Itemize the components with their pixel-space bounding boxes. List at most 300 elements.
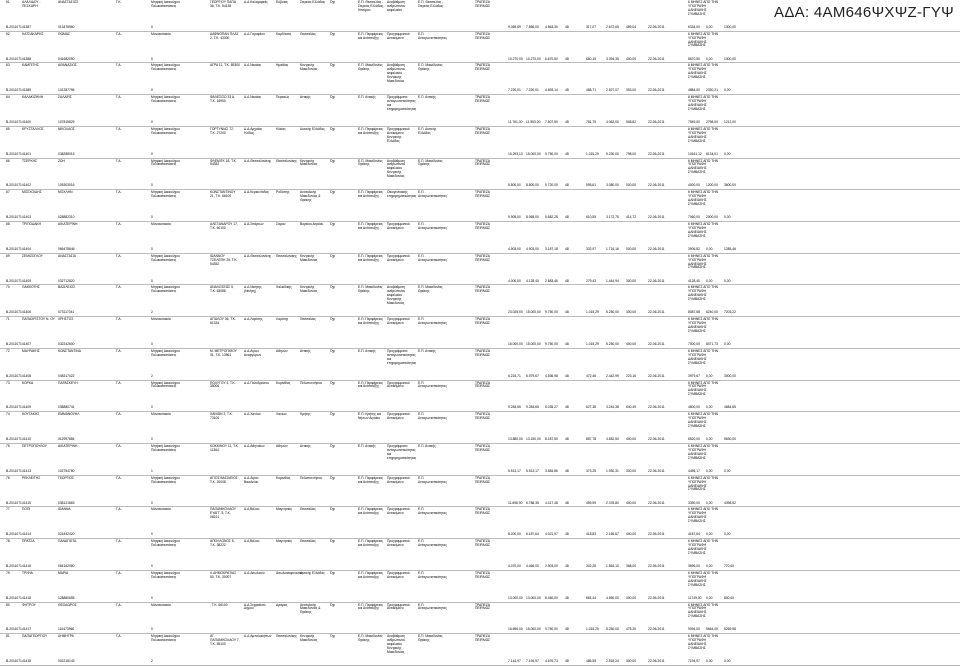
cell-last: ΚΟΥΤΑΚΗΣ — [22, 412, 40, 417]
cell-n2: 13.150,00 — [526, 437, 541, 442]
cell-code: Β-201107141414 — [6, 532, 32, 537]
cell-s2: 0,00 — [706, 563, 713, 568]
cell-n2: 15.000,00 — [526, 627, 541, 632]
cell-y3: 223,16 — [626, 373, 637, 378]
cell-addr: ΑΓΙΑΛΟΥ 36, Τ.Κ. 61334 — [210, 317, 236, 326]
cell-nomos: Δυτικής Ελλάδας — [300, 570, 325, 575]
cell-date: 22-06-2011 — [648, 341, 665, 346]
cell-first: ΕΜΜΑΝΟΥΗΛ — [58, 412, 80, 417]
cell-last: ΤΣΕΡΚΗΣ — [22, 158, 38, 163]
cell-yes: Όχι — [330, 348, 336, 353]
cell-addr: ΓΕΩΡΓΙΟΥ ΠΑΠΑ 36, Τ.Κ. 54135 — [210, 0, 236, 8]
cell-y1: 857,78 — [586, 437, 597, 442]
cell-n3: 4.863,30 — [545, 24, 558, 29]
cell-yes: Όχι — [330, 634, 336, 639]
cell-dur: 6 ΜΗΝΕΣ ΑΠΟ ΤΗΝ ΥΠΟΓΡΑΦΗ ΔΑΝΕΙΑΚΗΣ ΣΥΜΒΑΣΗΣ — [688, 31, 719, 48]
cell-addr: ΑΝΑΛΟΣΕΩΣ 5, Τ.Κ. 63088 — [210, 285, 234, 294]
cell-org: Ε.Π. Ανταγωνιστικότητας — [418, 380, 447, 389]
cell-y2: 2.165,67 — [606, 532, 619, 537]
cell-date: 22-06-2011 — [648, 437, 665, 442]
cell-s2: 2000,00 — [706, 215, 718, 220]
cell-n2: 8.800,00 — [526, 183, 539, 188]
cell-s2: 0,00 — [706, 595, 713, 600]
cell-last: ΜΑΥΡΑΚΗΣ — [22, 348, 40, 353]
cell-s3: 0,00 — [724, 215, 731, 220]
cell-addr: ΑΓΙΟΣ ΒΑΣΙΛΕΙΟΣ , Τ.Κ. 20008 — [210, 475, 240, 484]
cell-dd: Δ.Δ.Βόλου — [244, 539, 260, 544]
cell-ep: Ε.Π. Περιφέρειας και Ανάπτυξης — [358, 475, 383, 484]
cell-n2: 6.187,64 — [526, 532, 539, 537]
cell-first: ΝΙΚΟΛΑΟΣ — [58, 126, 75, 131]
cell-dd: Δ.Δ.Αιτωλικού — [244, 570, 265, 575]
cell-bank: ΤΡΑΠΕΖΑ ΠΕΙΡΑΙΩΣ — [475, 126, 491, 135]
cell-dd: Δ.Δ.Νικαίας — [244, 63, 262, 68]
cell-kids: 0 — [151, 278, 153, 283]
cell-bank: ΤΡΑΠΕΖΑ ΠΕΙΡΑΙΩΣ — [475, 602, 491, 611]
cell-s1: 7549,00 — [688, 119, 700, 124]
cell-status: Μονοκατοικία — [151, 507, 171, 512]
cell-status: Μητρική Δικαιούχου Πολυκαταστάσεις — [151, 63, 180, 72]
cell-y1: 373,25 — [586, 468, 597, 473]
cell-nomos: Κεντρικής Μακεδονίας — [300, 634, 318, 643]
cell-n3: 3.187,18 — [545, 246, 558, 251]
cell-dd: Δ.Δ.Λαρίσης — [244, 317, 263, 322]
cell-kids: 0 — [151, 500, 153, 505]
cell-yes: Όχι — [330, 285, 336, 290]
cell-dhm: Ηλείας — [276, 126, 286, 131]
cell-status: Μητρική Δικαιούχου Πολυκαταστάσεις — [151, 95, 180, 104]
cell-n2: 8.065,00 — [526, 215, 539, 220]
cell-n2: 7.220,01 — [526, 88, 539, 93]
cell-status: Μονοκατοικία — [151, 317, 171, 322]
cell-age: 48 — [565, 373, 569, 378]
cell-n1: 13.000,00 — [508, 595, 523, 600]
cell-yes: Όχι — [330, 380, 336, 385]
cell-status: Μητρική Δικαιούχου Πολυκαταστάσεις — [151, 348, 180, 357]
cell-code: Β-201107141387 — [6, 24, 32, 29]
cell-n1: 4.070,00 — [508, 563, 521, 568]
cell-afm: 041682050 — [58, 56, 75, 61]
cell-status: Μητρική Δικαιούχου Πολυκαταστάσεις — [151, 158, 180, 167]
cell-addr: ΠΑΠΑΝΙΚΟΛΑΟΥ ΕΥΑΓΓ. 5, Τ.Κ. 08221 — [210, 507, 236, 520]
cell-yes: Όχι — [330, 222, 336, 226]
cell-afm: 064162080 — [58, 563, 75, 568]
cell-first: ΠΑΝΑΓΙΩΤΑ — [58, 539, 77, 544]
cell-y2: 1.444,94 — [606, 278, 619, 283]
cell-status: Μητρική Δικαιούχου Πολυκαταστάσεις — [151, 444, 180, 452]
cell-y1: 472,46 — [586, 373, 597, 378]
cell-ep: Ε.Π. Περιφέρειας και Ανάπτυξης — [358, 31, 383, 40]
cell-first: ΜΟΧΛΗΝ — [58, 190, 73, 195]
cell-status: Μητρική Δικαιούχου Πολυκαταστάσεις — [151, 0, 180, 8]
cell-dhm: Σάμου — [276, 222, 286, 226]
cell-nomos: Αττικής — [300, 444, 311, 448]
cell-age: 48 — [565, 405, 569, 410]
cell-kids: 0 — [151, 88, 153, 93]
cell-date: 22-06-2011 — [648, 373, 665, 378]
cell-n2: 10.270,00 — [526, 56, 541, 61]
cell-nomos: Πελοποννήσου — [300, 475, 323, 480]
cell-s3: 3000,00 — [724, 373, 736, 378]
cell-kids: 0 — [151, 151, 153, 156]
cell-sex: Γ.Α. — [116, 253, 122, 258]
cell-first: ΖΩΗ — [58, 158, 65, 163]
cell-code: Β-201107141402 — [6, 183, 32, 188]
cell-kids: 1 — [151, 468, 153, 473]
cell-n1: 9.069,69 — [508, 24, 521, 29]
cell-yes: Όχι — [330, 539, 336, 544]
cell-s2: 0,00 — [706, 246, 713, 251]
cell-n2: 4.903,00 — [526, 246, 539, 251]
cell-addr: ΚΩΝΣΤΑΝΤΙΝΟΥ 21, Τ.Κ. 66100 — [210, 190, 236, 199]
cell-date: 22-06-2011 — [648, 56, 665, 61]
cell-no: 68 — [6, 222, 10, 226]
cell-age: 48 — [565, 563, 569, 568]
cell-addr: ΦΑΛΕΣΙΣΩ 33 Α, Τ.Κ. 18900 — [210, 95, 236, 104]
cell-org: Ε.Π. Ανταγωνιστικότητας — [418, 317, 447, 326]
cell-status: Μονοκατοικία — [151, 412, 171, 417]
cell-s2: 0,00 — [706, 56, 713, 61]
cell-s2: 2330,21 — [706, 88, 718, 93]
table-row — [0, 476, 960, 508]
cell-no: 75 — [6, 444, 10, 448]
cell-n1: 23.025,00 — [508, 310, 523, 315]
cell-dd: Δ.Δ.Αμπελοκήπων — [244, 634, 272, 639]
cell-n2: 13.000,00 — [526, 595, 541, 600]
cell-ep: Ε.Π. Περιφέρειας και Ανάπτυξης — [358, 126, 383, 135]
cell-last: ΤΡΙΦΙΑ — [22, 570, 33, 575]
cell-org: Ε.Π. Μακεδονίας Θράκης — [418, 634, 443, 643]
cell-last: ΣΕΜΙΖΟΓΛΟΥ — [22, 253, 43, 258]
cell-s1: 6520,00 — [688, 437, 700, 442]
cell-nomos: Δυτικής Ελλάδας — [300, 126, 325, 131]
cell-ep: Ε.Π. Αττικής — [358, 95, 376, 100]
cell-n1: 13.880,00 — [508, 437, 523, 442]
cell-n2: 15.000,00 — [526, 310, 541, 315]
cell-area: Προγράμματα ανταγωνιστικότητας και επιχειρηματικότητας — [387, 348, 417, 365]
cell-code: Β-201107141403 — [6, 215, 32, 220]
cell-dhm: Πειραιώς — [276, 95, 290, 100]
cell-no: 61 — [6, 0, 10, 4]
table-row — [0, 254, 960, 286]
cell-no: 79 — [6, 570, 10, 575]
table-row — [0, 507, 960, 539]
cell-dhm: Αθηνών — [276, 444, 288, 448]
cell-area: Αναβάθμιση ανθρώπινου κεφαλαίου Κεντρικής Μακεδονίας — [387, 285, 406, 306]
cell-y3: 508,82 — [626, 119, 637, 124]
cell-s1: 4495,17 — [688, 468, 700, 473]
cell-n1: 9.284,65 — [508, 405, 521, 410]
cell-first: ΑΝΑΣΤΑΣΙΟΣ — [58, 0, 79, 4]
cell-kids: 0 — [151, 215, 153, 220]
cell-dur: 6 ΜΗΝΕΣ ΑΠΟ ΤΗΝ ΥΠΟΓΡΑΦΗ ΔΑΝΕΙΑΚΗΣ ΣΥΜΒΑΣΗΣ — [688, 412, 719, 428]
cell-s2: 0,00 — [706, 373, 713, 378]
cell-area: Προγραμματικό Αντικείμενο — [387, 253, 410, 262]
cell-dhm: Θεσσαλονίκης — [276, 253, 297, 258]
cell-status: Μονοκατοικία — [151, 602, 171, 607]
cell-afm: 038288015 — [58, 151, 75, 156]
cell-bank: ΤΡΑΠΕΖΑ ΠΕΙΡΑΙΩΣ — [475, 380, 491, 389]
cell-date: 22-06-2011 — [648, 532, 665, 537]
cell-s1: 7060,00 — [688, 215, 700, 220]
cell-n3: 3.584,86 — [545, 468, 558, 473]
cell-dd: Δ.Δ.Σπάρτων — [244, 222, 264, 226]
cell-ep: Ε.Π. Μακεδονίας Θράκης — [358, 634, 383, 643]
cell-sex: Γ.Α. — [116, 190, 122, 195]
cell-bank: ΤΡΑΠΕΖΑ ΠΕΙΡΑΙΩΣ — [475, 253, 491, 262]
cell-yes: Όχι — [330, 602, 336, 607]
cell-s1: 8087,58 — [688, 310, 700, 315]
cell-area: Αναβάθμιση ανθρώπινου κεφαλαίου Κεντρικής Μακεδονίας — [387, 634, 406, 654]
cell-dhm: Μαγνησίας — [276, 539, 293, 544]
cell-kids: 0 — [151, 532, 153, 537]
cell-nomos: Ανατολικής Μακεδονίας & Θράκης — [300, 602, 321, 615]
cell-area: Προγραμματικό Αντικείμενο Κεντρικής Ελλάδας — [387, 126, 410, 143]
cell-s3: 5269,98 — [724, 627, 736, 632]
cell-n1: 10.270,00 — [508, 56, 523, 61]
cell-nomos: Κεντρικής Μακεδονίας — [300, 63, 318, 72]
cell-afm: 131287796 — [58, 88, 75, 93]
cell-first: ΘΩΜΑΣ — [58, 31, 71, 36]
cell-date: 22-06-2011 — [648, 405, 665, 410]
cell-sex: Γ.Κ. — [116, 0, 122, 4]
cell-s1: 11749,00 — [688, 595, 702, 600]
cell-y3: 798,00 — [626, 151, 637, 156]
cell-n3: 9.750,00 — [545, 627, 558, 632]
cell-age: 48 — [565, 468, 569, 473]
cell-addr: ΑΓΡΑ 11, Τ.Κ. 69300 — [210, 63, 240, 68]
cell-status: Μητρική Δικαιούχου Πολυκαταστάσεις — [151, 539, 180, 548]
cell-n1: 8.800,00 — [508, 183, 521, 188]
cell-area: Προγραμματικό Αντικείμενο — [387, 380, 410, 389]
cell-kids: 0 — [151, 119, 153, 124]
cell-status: Μητρική Δικαιούχου Πολυκαταστάσεις — [151, 190, 180, 199]
cell-no: 71 — [6, 317, 10, 322]
cell-yes: Όχι — [330, 444, 336, 448]
cell-area: Προγραμματικό Αντικείμενο — [387, 475, 410, 484]
cell-age: 48 — [565, 500, 569, 505]
cell-dd: Δ.Δ.Χανίων — [244, 412, 261, 417]
cell-sex: Γ.Α. — [116, 634, 122, 639]
cell-bank: ΤΡΑΠΕΖΑ ΠΕΙΡΑΙΩΣ — [475, 95, 491, 104]
table-row — [0, 222, 960, 254]
cell-y2: 2.672,65 — [606, 24, 619, 29]
table-row — [0, 412, 960, 444]
cell-date: 22-06-2011 — [648, 278, 665, 283]
cell-n2: 6.788,35 — [526, 500, 539, 505]
cell-y2: 1.716,16 — [606, 246, 619, 251]
cell-status: Μητρική Δικαιούχου Πολυκαταστάσεις — [151, 380, 180, 389]
cell-y1: 627,38 — [586, 405, 597, 410]
cell-kids: 0 — [151, 437, 153, 442]
cell-afm: 012997884 — [58, 437, 75, 442]
cell-dhm: Ροδόπης — [276, 190, 290, 195]
cell-first: ΑΙΚΑΤΕΡΙΝΗ — [58, 222, 78, 226]
cell-s3: 1285,46 — [724, 246, 736, 251]
cell-org: Ε.Π. Δυτικής Ελλάδας — [418, 126, 437, 135]
cell-s1: 4187,64 — [688, 532, 700, 537]
table-row — [0, 539, 960, 571]
cell-org: Ε.Π. Ανταγωνιστικότητας — [418, 190, 447, 199]
cell-addr: ΙΩΑΝΝΟΥ ΤΣΕΛΕΠΗ 25, Τ.Κ. 54352 — [210, 253, 238, 266]
cell-nomos: Αττικής — [300, 348, 311, 353]
cell-ep: Ε.Π. Αττικής — [358, 444, 376, 448]
cell-area: Προγραμματικό Αντικείμενο — [387, 570, 410, 579]
cell-age: 48 — [565, 437, 569, 442]
cell-addr: ΦΛΕΜΙΓΚ 18, Τ.Κ. 54352 — [210, 158, 237, 167]
cell-n1: 16.696,00 — [508, 627, 523, 632]
cell-date: 22-06-2011 — [648, 310, 665, 315]
cell-first: ΑΘΑΝΑΣΙΟΣ — [58, 63, 77, 68]
cell-y3: 640,49 — [626, 405, 637, 410]
cell-dhm: Κορινθίας — [276, 475, 291, 480]
cell-n2: 7.194,97 — [526, 659, 539, 664]
cell-area: Προγραμματικό Αντικείμενο — [387, 507, 410, 516]
cell-ep: Ε.Π. Περιφέρειας και Ανάπτυξης — [358, 222, 383, 230]
cell-s2: 5664,00 — [706, 627, 718, 632]
cell-n1: 7.220,01 — [508, 88, 521, 93]
cell-s3: 1300,00 — [724, 56, 736, 61]
cell-ep: Ε.Π. Θεσσαλίας - Στερεάς Ελλάδας, Ηπείρου — [358, 0, 385, 12]
cell-y3: 300,00 — [626, 278, 637, 283]
cell-dd: Δ.Δ.Θεσσαλονίκης — [244, 253, 272, 258]
cell-org: Ε.Π. Θεσσαλίας - Στερεάς Ελλάδας — [418, 0, 444, 8]
cell-last: ΠΑΠΑΧΡΙΣΤΟΥ Ν. ΟΥ — [22, 317, 55, 322]
cell-afm: 105303016 — [58, 183, 75, 188]
cell-y3: 400,00 — [626, 341, 637, 346]
cell-nomos: Κρήτης — [300, 412, 311, 417]
cell-s2: 0,00 — [706, 500, 713, 505]
cell-first: ΒΑΣΙΛΕΙΟΣ — [58, 285, 76, 290]
cell-area: Προγραμματικό Αντικείμενο — [387, 412, 410, 421]
cell-dhm: Αθηνών — [276, 348, 288, 353]
cell-sex: Γ.Α. — [116, 95, 122, 100]
cell-ep: Ε.Π. Περιφέρειας και Ανάπτυξης — [358, 539, 383, 548]
cell-area: Προγράμματα ανταγωνιστικότητας και επιχειρηματικότητας — [387, 444, 417, 460]
cell-y1: 332,97 — [586, 246, 597, 251]
cell-nomos: Κεντρικής Μακεδονίας — [300, 285, 318, 294]
cell-bank: ΤΡΑΠΕΖΑ ΠΕΙΡΑΙΩΣ — [475, 507, 491, 516]
cell-dhm: Αιτωλοακαρνανίας — [276, 570, 303, 575]
cell-org: Ε.Π. Αττικής — [418, 95, 436, 100]
cell-afm: 028882310 — [58, 215, 75, 220]
cell-kids: 0 — [151, 595, 153, 600]
cell-y1: 486,55 — [586, 659, 597, 664]
cell-dhm: Χανίων — [276, 412, 287, 417]
cell-n1: 11.698,90 — [508, 500, 523, 505]
cell-code: Β-201107141405 — [6, 278, 32, 283]
cell-s2: 0,00 — [706, 468, 713, 473]
cell-n1: 9.905,00 — [508, 215, 521, 220]
cell-nomos: Βορείου Αιγαίου — [300, 222, 324, 226]
cell-y2: 2.378,80 — [606, 500, 619, 505]
cell-n1: 11.761,00 — [508, 119, 523, 124]
cell-no: 67 — [6, 190, 10, 195]
cell-sex: Γ.Α. — [116, 317, 122, 322]
cell-addr: Μ. ΜΕΤΡΟΠΙΘΟΥ 31, Τ.Κ. 13561 — [210, 348, 237, 357]
cell-s3: 0,00 — [724, 468, 731, 473]
cell-afm: 066475646 — [58, 246, 75, 251]
cell-org: Ε.Π. Ανταγωνιστικότητας — [418, 412, 447, 421]
cell-bank: ΤΡΑΠΕΖΑ ΠΕΙΡΑΙΩΣ — [475, 63, 491, 72]
cell-no: 62 — [6, 31, 10, 36]
cell-first: ΧΡΗΣΤΟΣ — [58, 317, 74, 322]
cell-n2: 7.656,00 — [526, 24, 539, 29]
cell-afm: 038121863 — [58, 500, 75, 505]
cell-nomos: Θεσσαλίας — [300, 317, 316, 322]
cell-n3: 8.187,50 — [545, 437, 558, 442]
cell-last: ΚΑΛΑΚΙΖΗΝΗ — [22, 95, 44, 100]
cell-status: Μητρική Δικαιούχου Πολυκαταστάσεις — [151, 634, 180, 643]
cell-area: Προγράμματα ανταγωνιστικότητας και επιχειρηματικότητας — [387, 95, 417, 111]
cell-ep: Ε.Π. Περιφέρειας και Ανάπτυξης — [358, 317, 383, 326]
cell-bank: ΤΡΑΠΕΖΑ ΠΕΙΡΑΙΩΣ — [475, 0, 491, 8]
cell-y2: 3.394,35 — [606, 56, 619, 61]
cell-dd: Δ.Δ.Αγίου Βασιλείου — [244, 475, 259, 484]
cell-n3: 8.450,00 — [545, 595, 558, 600]
cell-age: 48 — [565, 24, 569, 29]
cell-n1: 4.000,00 — [508, 278, 521, 283]
cell-last: ΠΡΑΤΣΑ — [22, 539, 35, 544]
cell-s1: 10161,12 — [688, 151, 702, 156]
cell-ep: Ε.Π. Αττικής — [358, 348, 376, 353]
cell-y1: 1.015,29 — [586, 310, 599, 315]
cell-n2: 15.000,00 — [526, 341, 541, 346]
cell-first: ΠΑΡΑΣΚΕΥΗ — [58, 380, 78, 385]
cell-y2: 3.172,75 — [606, 215, 619, 220]
cell-status: Μητρική Δικαιούχου Πολυκαταστάσεις — [151, 570, 180, 579]
cell-dur: 6 ΜΗΝΕΣ ΑΠΟ ΤΗΝ ΥΠΟΓΡΑΦΗ ΔΑΝΕΙΑΚΗΣ ΣΥΜΒΑΣΗΣ — [688, 348, 719, 365]
cell-dd: Δ.Δ.Καλαμαριάς — [244, 0, 268, 4]
cell-nomos: Θεσσαλίας — [300, 539, 316, 544]
cell-s2: 0,00 — [706, 437, 713, 442]
cell-sex: Γ.Α. — [116, 602, 122, 607]
cell-org: Ε.Π. Ανταγωνιστικότητας — [418, 539, 447, 548]
cell-bank: ΤΡΑΠΕΖΑ ΠΕΙΡΑΙΩΣ — [475, 158, 491, 167]
cell-y1: 1.015,29 — [586, 627, 599, 632]
cell-dd: Δ.Δ.Θεσσαλονίκης — [244, 158, 272, 163]
cell-ep: Ε.Π. Περιφέρειας και Ανάπτυξης — [358, 570, 383, 579]
cell-last: ΜΟΣΧΟΙΔΗΣ — [22, 190, 42, 195]
cell-nomos: Κεντρικής Μακεδονίας — [300, 253, 318, 262]
cell-y2: 5.250,00 — [606, 310, 619, 315]
cell-y1: 1.015,29 — [586, 341, 599, 346]
cell-addr: ΑΛΕΞΑΝΔΡΟΥ 17, Τ.Κ. 60100 — [210, 222, 238, 230]
cell-dd: Δ.Δ.Γαρυφέου — [244, 31, 265, 36]
cell-s3: 0,00 — [724, 341, 731, 346]
cell-dur: 6 ΜΗΝΕΣ ΑΠΟ ΤΗΝ ΥΠΟΓΡΑΦΗ ΔΑΝΕΙΑΚΗΣ ΣΥΜΒΑΣΗΣ — [688, 0, 719, 16]
cell-s1: 3696,00 — [688, 563, 700, 568]
cell-s3: 5630,00 — [724, 437, 736, 442]
cell-s1: 4884,00 — [688, 88, 700, 93]
cell-yes: Όχι — [330, 0, 336, 4]
cell-status: Μονοκατοικία — [151, 222, 171, 226]
cell-s1: 4000,00 — [688, 183, 700, 188]
cell-ep: Ε.Π. Μακεδονίας Θράκης — [358, 285, 383, 294]
cell-dur: 6 ΜΗΝΕΣ ΑΠΟ ΤΗΝ ΥΠΟΓΡΑΦΗ ΔΑΝΕΙΑΚΗΣ ΣΥΜΒΑΣΗΣ — [688, 539, 719, 555]
cell-dur: 6 ΜΗΝΕΣ ΑΠΟ ΤΗΝ ΥΠΟΓΡΑΦΗ ΔΑΝΕΙΑΚΗΣ ΣΥΜΒΑΣΗΣ — [688, 63, 719, 80]
cell-y3: 000,00 — [626, 183, 637, 188]
cell-kids: 2 — [151, 310, 153, 315]
cell-y3: 475,20 — [626, 627, 637, 632]
cell-no: 73 — [6, 380, 10, 385]
cell-code: Β-201107141401 — [6, 151, 32, 156]
cell-ep: Ε.Π. Περιφέρειας και Ανάπτυξης — [358, 380, 383, 389]
cell-addr: ΧΑΝΙΩΝ 2, Τ.Κ. 73100 — [210, 412, 233, 421]
cell-dhm: Χαλκιδικής — [276, 285, 292, 290]
cell-sex: Γ.Α. — [116, 222, 122, 226]
cell-y3: 300,00 — [626, 595, 637, 600]
